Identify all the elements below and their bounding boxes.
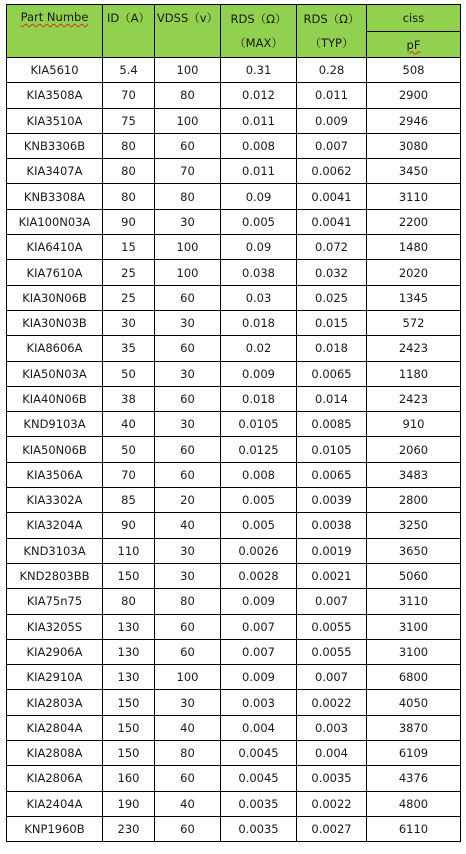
ciss-cell: 3100 [367, 639, 461, 664]
part-number-cell: KNB3308A [7, 184, 103, 209]
rds-max-cell: 0.02 [221, 336, 297, 361]
rds-typ-cell: 0.0065 [297, 361, 367, 386]
vdss-cell: 20 [155, 488, 221, 513]
header-id [103, 5, 155, 58]
rds-typ-cell: 0.0038 [297, 513, 367, 538]
rds-max-cell: 0.005 [221, 488, 297, 513]
rds-max-cell: 0.03 [221, 285, 297, 310]
rds-typ-cell: 0.025 [297, 285, 367, 310]
part-number-cell: KIA2808A [7, 741, 103, 766]
vdss-cell: 100 [155, 108, 221, 133]
rds-max-cell: 0.009 [221, 665, 297, 690]
rds-typ-cell: 0.007 [297, 133, 367, 158]
ciss-cell: 2020 [367, 260, 461, 285]
vdss-cell: 60 [155, 816, 221, 841]
table-row [7, 336, 461, 361]
part-number-cell: KIA75n75 [7, 589, 103, 614]
ciss-cell: 4800 [367, 791, 461, 816]
rds-max-cell: 0.012 [221, 83, 297, 108]
ciss-cell: 5060 [367, 563, 461, 588]
part-number-cell: KIA3506A [7, 462, 103, 487]
rds-typ-cell: 0.0035 [297, 766, 367, 791]
id-cell: 75 [103, 108, 155, 133]
rds-max-cell: 0.038 [221, 260, 297, 285]
id-cell: 80 [103, 589, 155, 614]
rds-typ-cell: 0.0027 [297, 816, 367, 841]
rds-max-cell: 0.005 [221, 209, 297, 234]
vdss-cell: 30 [155, 563, 221, 588]
ciss-cell: 2060 [367, 437, 461, 462]
id-cell: 90 [103, 209, 155, 234]
part-number-cell: KIA7610A [7, 260, 103, 285]
id-cell: 150 [103, 690, 155, 715]
table-row [7, 488, 461, 513]
ciss-cell: 508 [367, 58, 461, 83]
ciss-cell: 2946 [367, 108, 461, 133]
id-cell: 85 [103, 488, 155, 513]
ciss-cell: 2423 [367, 386, 461, 411]
rds-max-cell: 0.009 [221, 589, 297, 614]
id-cell: 38 [103, 386, 155, 411]
table-body [7, 58, 461, 842]
part-number-cell: KIA2803A [7, 690, 103, 715]
ciss-cell: 3250 [367, 513, 461, 538]
part-number-cell: KIA50N03A [7, 361, 103, 386]
table-row [7, 159, 461, 184]
rds-max-cell: 0.0105 [221, 412, 297, 437]
rds-typ-cell: 0.0055 [297, 614, 367, 639]
vdss-cell: 60 [155, 639, 221, 664]
part-number-cell: KIA3302A [7, 488, 103, 513]
rds-typ-cell: 0.0065 [297, 462, 367, 487]
id-cell: 25 [103, 285, 155, 310]
rds-max-cell: 0.007 [221, 639, 297, 664]
part-number-cell: KNB3306B [7, 133, 103, 158]
part-number-cell: KNP1960B [7, 816, 103, 841]
id-cell: 70 [103, 83, 155, 108]
rds-max-cell: 0.003 [221, 690, 297, 715]
ciss-cell: 3483 [367, 462, 461, 487]
rds-max-cell: 0.007 [221, 614, 297, 639]
rds-typ-cell: 0.0022 [297, 791, 367, 816]
rds-typ-cell: 0.003 [297, 715, 367, 740]
ciss-cell: 1180 [367, 361, 461, 386]
ciss-cell: 1480 [367, 235, 461, 260]
ciss-cell: 2423 [367, 336, 461, 361]
id-cell: 50 [103, 437, 155, 462]
rds-max-cell: 0.31 [221, 58, 297, 83]
id-cell: 130 [103, 639, 155, 664]
vdss-cell: 60 [155, 336, 221, 361]
ciss-cell: 3450 [367, 159, 461, 184]
part-number-cell: KIA2804A [7, 715, 103, 740]
id-cell: 90 [103, 513, 155, 538]
header-rds-typ [297, 5, 367, 58]
part-number-cell: KIA5610 [7, 58, 103, 83]
rds-typ-cell: 0.0105 [297, 437, 367, 462]
rds-typ-cell: 0.28 [297, 58, 367, 83]
id-cell: 130 [103, 665, 155, 690]
part-number-cell: KIA8606A [7, 336, 103, 361]
table-header [7, 5, 461, 58]
rds-typ-cell: 0.014 [297, 386, 367, 411]
part-number-cell: KIA30N06B [7, 285, 103, 310]
vdss-cell: 60 [155, 437, 221, 462]
rds-max-cell: 0.008 [221, 462, 297, 487]
header-vdss [155, 5, 221, 58]
ciss-cell: 3110 [367, 589, 461, 614]
rds-typ-cell: 0.032 [297, 260, 367, 285]
part-number-cell: KND2803BB [7, 563, 103, 588]
header-rds-max-qualifier: （MAX） [234, 36, 283, 50]
vdss-cell: 100 [155, 235, 221, 260]
vdss-cell: 60 [155, 766, 221, 791]
header-part-number [7, 5, 103, 58]
vdss-cell: 80 [155, 589, 221, 614]
id-cell: 50 [103, 361, 155, 386]
ciss-cell: 4376 [367, 766, 461, 791]
rds-typ-cell: 0.072 [297, 235, 367, 260]
header-ciss-label: ciss [402, 11, 425, 25]
rds-max-cell: 0.005 [221, 513, 297, 538]
rds-typ-cell: 0.0039 [297, 488, 367, 513]
vdss-cell: 80 [155, 184, 221, 209]
ciss-cell: 2900 [367, 83, 461, 108]
ciss-cell: 572 [367, 310, 461, 335]
rds-typ-cell: 0.0019 [297, 538, 367, 563]
part-number-cell: KIA3204A [7, 513, 103, 538]
table-row [7, 766, 461, 791]
part-number-cell: KIA3508A [7, 83, 103, 108]
ciss-cell: 910 [367, 412, 461, 437]
table-row [7, 58, 461, 83]
header-vdss-label: VDSS（v） [156, 11, 219, 25]
id-cell: 150 [103, 715, 155, 740]
vdss-cell: 40 [155, 791, 221, 816]
rds-typ-cell: 0.0055 [297, 639, 367, 664]
part-number-cell: KIA2910A [7, 665, 103, 690]
table-row [7, 83, 461, 108]
part-number-cell: KIA3510A [7, 108, 103, 133]
id-cell: 80 [103, 184, 155, 209]
id-cell: 110 [103, 538, 155, 563]
rds-max-cell: 0.0028 [221, 563, 297, 588]
rds-max-cell: 0.0035 [221, 816, 297, 841]
vdss-cell: 100 [155, 260, 221, 285]
table-row [7, 437, 461, 462]
vdss-cell: 80 [155, 741, 221, 766]
header-ciss [367, 5, 461, 32]
table-row [7, 639, 461, 664]
part-number-cell: KIA50N06B [7, 437, 103, 462]
vdss-cell: 30 [155, 310, 221, 335]
rds-typ-cell: 0.0041 [297, 209, 367, 234]
rds-max-cell: 0.018 [221, 310, 297, 335]
table-row [7, 361, 461, 386]
rds-typ-cell: 0.0021 [297, 563, 367, 588]
rds-typ-cell: 0.011 [297, 83, 367, 108]
vdss-cell: 30 [155, 361, 221, 386]
id-cell: 230 [103, 816, 155, 841]
id-cell: 150 [103, 563, 155, 588]
vdss-cell: 60 [155, 386, 221, 411]
ciss-cell: 3650 [367, 538, 461, 563]
table-row [7, 665, 461, 690]
rds-typ-cell: 0.004 [297, 741, 367, 766]
id-cell: 150 [103, 741, 155, 766]
rds-typ-cell: 0.0085 [297, 412, 367, 437]
table-row [7, 462, 461, 487]
vdss-cell: 60 [155, 614, 221, 639]
table-row [7, 563, 461, 588]
part-number-cell: KIA30N03B [7, 310, 103, 335]
table-row [7, 589, 461, 614]
id-cell: 80 [103, 159, 155, 184]
table-row [7, 690, 461, 715]
rds-max-cell: 0.009 [221, 361, 297, 386]
vdss-cell: 60 [155, 133, 221, 158]
id-cell: 70 [103, 462, 155, 487]
table-row [7, 741, 461, 766]
id-cell: 80 [103, 133, 155, 158]
header-part-number-label: Part Numbe [20, 10, 89, 24]
table-row [7, 386, 461, 411]
table-row [7, 108, 461, 133]
vdss-cell: 70 [155, 159, 221, 184]
part-number-cell: KIA3407A [7, 159, 103, 184]
id-cell: 40 [103, 412, 155, 437]
id-cell: 15 [103, 235, 155, 260]
part-number-cell: KIA2404A [7, 791, 103, 816]
id-cell: 35 [103, 336, 155, 361]
rds-max-cell: 0.0125 [221, 437, 297, 462]
header-id-label: ID（A） [106, 11, 151, 25]
rds-typ-cell: 0.0041 [297, 184, 367, 209]
rds-max-cell: 0.008 [221, 133, 297, 158]
ciss-cell: 3100 [367, 614, 461, 639]
header-ciss-unit-label: pF [406, 37, 421, 52]
ciss-cell: 3080 [367, 133, 461, 158]
table-row [7, 614, 461, 639]
vdss-cell: 30 [155, 538, 221, 563]
part-number-cell: KIA40N06B [7, 386, 103, 411]
ciss-cell: 6800 [367, 665, 461, 690]
rds-max-cell: 0.018 [221, 386, 297, 411]
vdss-cell: 40 [155, 715, 221, 740]
vdss-cell: 60 [155, 285, 221, 310]
ciss-cell: 6109 [367, 741, 461, 766]
rds-typ-cell: 0.018 [297, 336, 367, 361]
table-row [7, 209, 461, 234]
table-row [7, 513, 461, 538]
vdss-cell: 30 [155, 690, 221, 715]
rds-max-cell: 0.011 [221, 159, 297, 184]
ciss-cell: 1345 [367, 285, 461, 310]
header-row [7, 5, 461, 32]
rds-max-cell: 0.011 [221, 108, 297, 133]
part-number-cell: KIA2906A [7, 639, 103, 664]
table-row [7, 412, 461, 437]
table-row [7, 538, 461, 563]
ciss-cell: 6110 [367, 816, 461, 841]
rds-typ-cell: 0.015 [297, 310, 367, 335]
rds-typ-cell: 0.007 [297, 589, 367, 614]
id-cell: 25 [103, 260, 155, 285]
vdss-cell: 100 [155, 58, 221, 83]
id-cell: 5.4 [103, 58, 155, 83]
rds-max-cell: 0.0026 [221, 538, 297, 563]
rds-max-cell: 0.0035 [221, 791, 297, 816]
header-rds-typ-qualifier: （TYP） [309, 36, 354, 50]
part-number-cell: KIA6410A [7, 235, 103, 260]
table-row [7, 791, 461, 816]
ciss-cell: 2200 [367, 209, 461, 234]
id-cell: 190 [103, 791, 155, 816]
vdss-cell: 30 [155, 209, 221, 234]
table-row [7, 133, 461, 158]
part-number-cell: KND9103A [7, 412, 103, 437]
vdss-cell: 100 [155, 665, 221, 690]
header-rds-max [221, 5, 297, 58]
ciss-cell: 2800 [367, 488, 461, 513]
rds-max-cell: 0.09 [221, 235, 297, 260]
header-rds-typ-label: RDS（Ω） [303, 12, 360, 26]
vdss-cell: 80 [155, 83, 221, 108]
table-row [7, 715, 461, 740]
part-number-cell: KIA2806A [7, 766, 103, 791]
rds-max-cell: 0.004 [221, 715, 297, 740]
table-row [7, 816, 461, 841]
id-cell: 160 [103, 766, 155, 791]
table-row [7, 184, 461, 209]
rds-max-cell: 0.0045 [221, 741, 297, 766]
id-cell: 30 [103, 310, 155, 335]
rds-max-cell: 0.0045 [221, 766, 297, 791]
rds-typ-cell: 0.009 [297, 108, 367, 133]
table-row [7, 235, 461, 260]
vdss-cell: 30 [155, 412, 221, 437]
header-rds-max-label: RDS（Ω） [230, 12, 287, 26]
mosfet-spec-table [6, 4, 461, 842]
part-number-cell: KIA100N03A [7, 209, 103, 234]
vdss-cell: 40 [155, 513, 221, 538]
ciss-cell: 3870 [367, 715, 461, 740]
table-row [7, 260, 461, 285]
part-number-cell: KIA3205S [7, 614, 103, 639]
rds-max-cell: 0.09 [221, 184, 297, 209]
header-ciss-unit [367, 32, 461, 58]
id-cell: 130 [103, 614, 155, 639]
rds-typ-cell: 0.0062 [297, 159, 367, 184]
part-number-cell: KND3103A [7, 538, 103, 563]
rds-typ-cell: 0.0022 [297, 690, 367, 715]
ciss-cell: 3110 [367, 184, 461, 209]
table-row [7, 310, 461, 335]
table-row [7, 285, 461, 310]
ciss-cell: 4050 [367, 690, 461, 715]
rds-typ-cell: 0.007 [297, 665, 367, 690]
vdss-cell: 60 [155, 462, 221, 487]
